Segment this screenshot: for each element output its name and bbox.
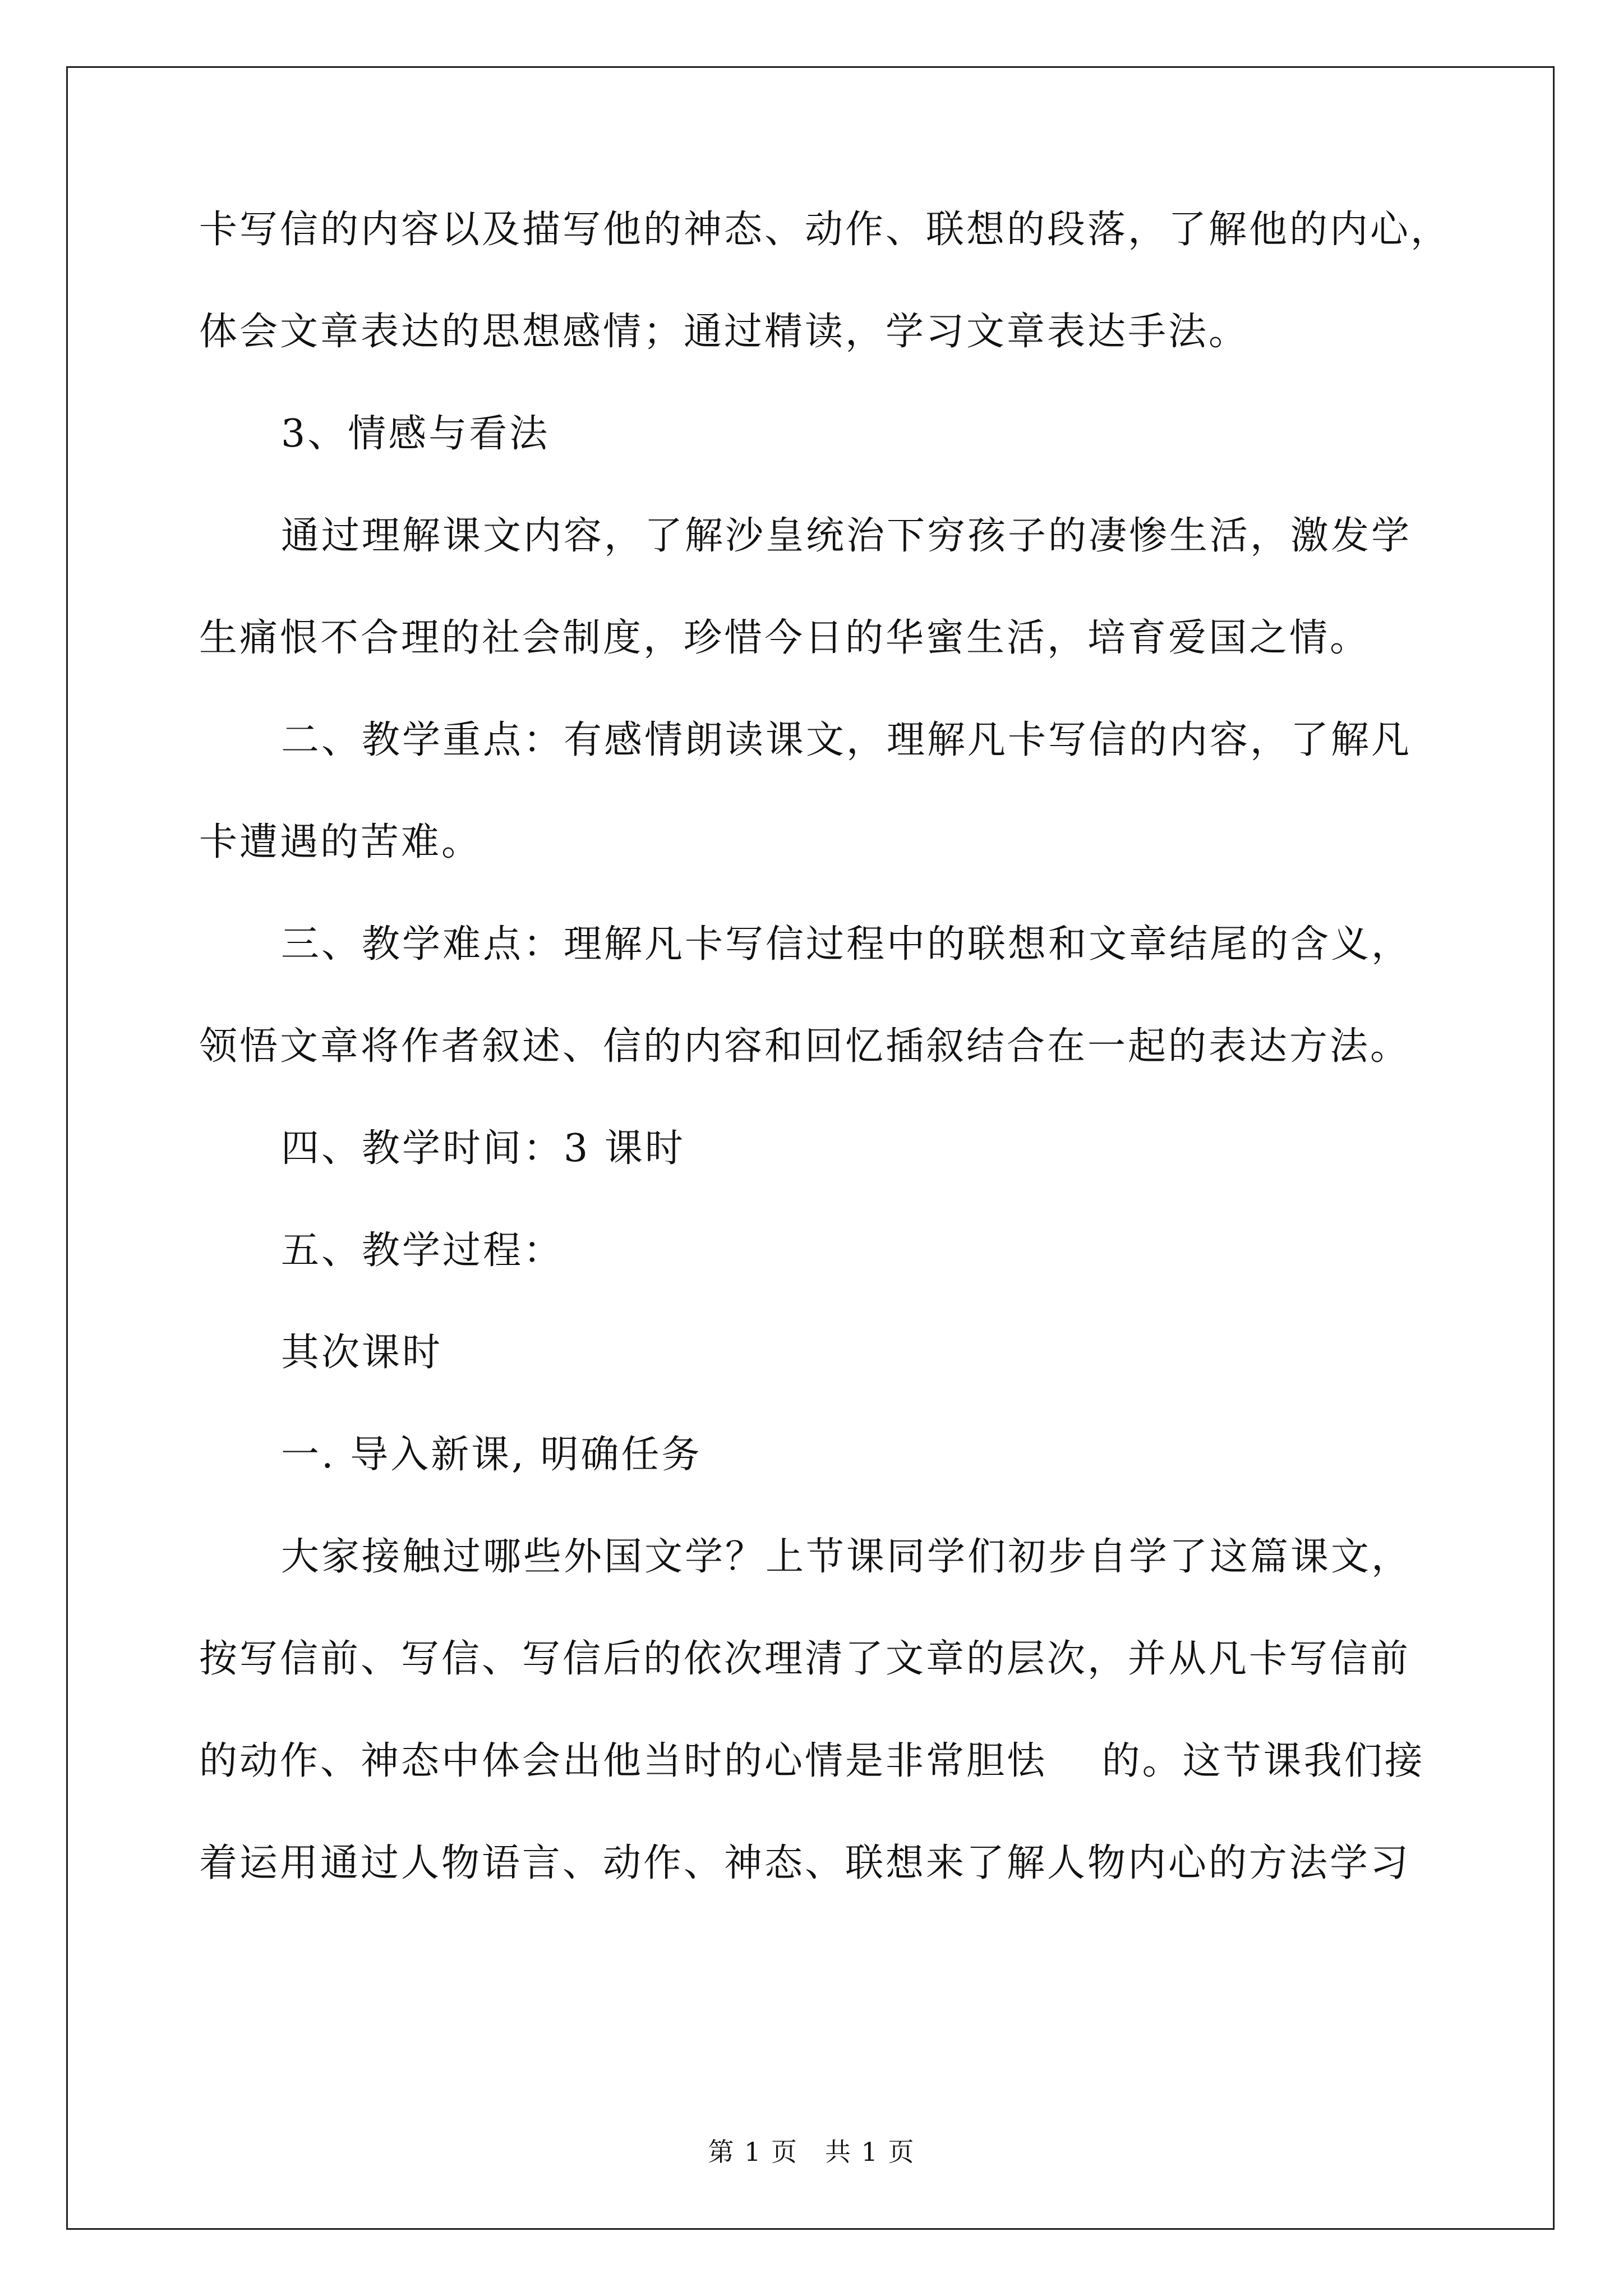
text-line: 通过理解课文内容，了解沙皇统治下穷孩子的凄惨生活，激发学 [281,514,1412,558]
text-line: 卡写信的内容以及描写他的神态、动作、联想的段落，了解他的内心， [199,208,1451,252]
text-line: 着运用通过人物语言、动作、神态、联想来了解人物内心的方法学习 [199,1841,1411,1885]
text-line: 大家接触过哪些外国文学？上节课同学们初步自学了这篇课文， [281,1535,1412,1579]
text-line: 二、教学重点：有感情朗读课文，理解凡卡写信的内容，了解凡 [281,718,1412,762]
section-heading: 3、情感与看法 [281,412,550,456]
text-line: 按写信前、写信、写信后的依次理清了文章的层次，并从凡卡写信前 [199,1637,1411,1681]
text-line: 的动作、神态中体会出他当时的心情是非常胆怯 的。这节课我们接 [199,1739,1425,1783]
section-heading: 五、教学过程： [281,1228,564,1273]
section-heading: 四、教学时间：3 课时 [281,1126,685,1171]
section-heading: 一. 导入新课, 明确任务 [281,1433,702,1477]
text-line: 三、教学难点：理解凡卡写信过程中的联想和文章结尾的含义， [281,922,1412,967]
section-heading: 其次课时 [281,1331,443,1375]
text-line: 体会文章表达的思想感情；通过精读，学习文章表达手法。 [199,310,1249,354]
page-footer: 第 1 页 共 1 页 [708,2137,915,2167]
text-line: 领悟文章将作者叙述、信的内容和回忆插叙结合在一起的表达方法。 [199,1024,1411,1069]
text-line: 卡遭遇的苦难。 [199,820,482,864]
text-line: 生痛恨不合理的社会制度，珍惜今日的华蜜生活，培育爱国之情。 [199,616,1371,660]
